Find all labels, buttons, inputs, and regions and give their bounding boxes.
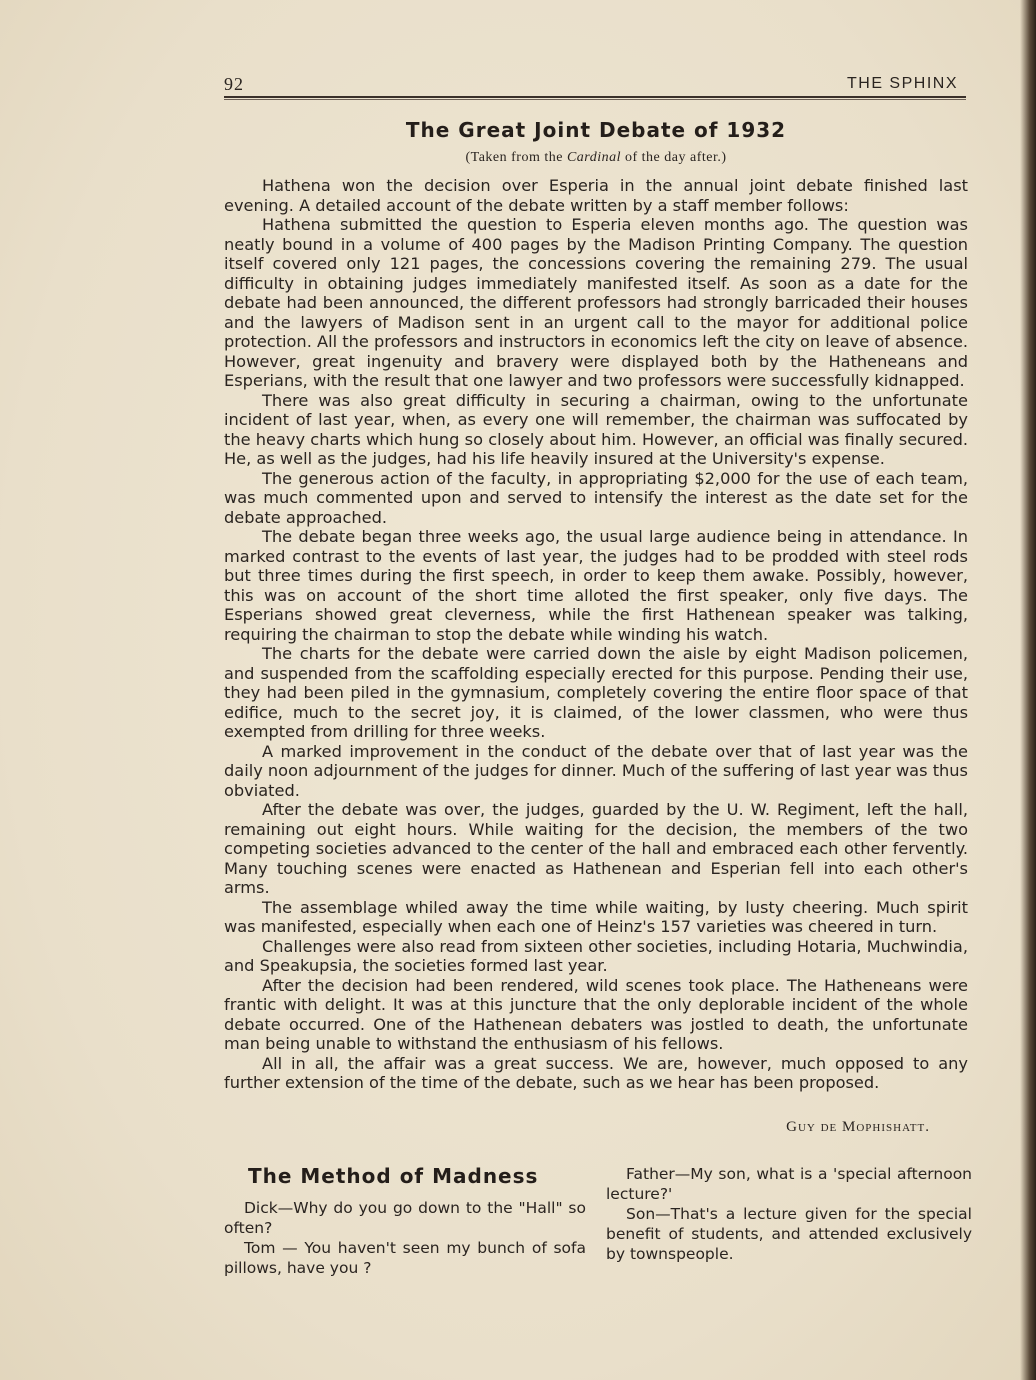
paragraph: A marked improvement in the conduct of the debate over that of last year was the daily noon adjournment of the judges for dinner. Much of the suffering of last year was thus obviated.	[224, 741, 968, 800]
jokes-right-column	[606, 1164, 972, 1264]
page-binding-edge	[1020, 0, 1036, 1380]
paragraph: Hathena submitted the question to Esperia eleven months ago. The question was neatly bound in a volume of 400 pages by the Madison Printing Company. The question itself covered only 121 pages, the concessions covering the remaining 279. The usual difficulty in obtaining judges immediately manifested itself. As soon as a date for the debate had been announced, the different professors had strongly barricaded their houses and the lawyers of Madison sent in an urgent call to the mayor for additional police protection. All the professors and instructors in economics left the city on leave of absence. However, great ingenuity and bravery were displayed both by the Hatheneans and Esperians, with the result that one lawyer and two professors were successfully kidnapped.	[224, 215, 968, 390]
article-title: The Great Joint Debate of 1932	[405, 118, 787, 142]
jokes-title: The Method of Madness	[248, 1164, 539, 1188]
paragraph: The debate began three weeks ago, the usual large audience being in attendance. In marked contrast to the events of last year, the judges had to be prodded with steel rods but three times during the first speech, in order to keep them awake. Possibly, however, this was on account of the short time alloted the first speaker, only five days. The Esperians showed great cleverness, while the first Hathenean speaker was talking, requiring the chairman to stop the debate while winding his watch.	[224, 527, 968, 644]
joke-line: Tom — You haven't seen my bunch of sofa pillows, have you ?	[224, 1239, 586, 1277]
paragraph: The charts for the debate were carried down the aisle by eight Madison policemen, and suspended from the scaffolding especially erected for this purpose. Pending their use, they had been piled in the gymnasium, completely covering the entire floor space of that edifice, much to the secret joy, it is claimed, of the lower classmen, who were thus exempted from drilling for three weeks.	[224, 644, 968, 741]
article-subtitle	[224, 150, 968, 166]
paragraph: All in all, the affair was a great success. We are, however, much opposed to any further extension of the time of the debate, such as we hear has been proposed.	[224, 1053, 968, 1092]
paragraph: There was also great difficulty in securing a chairman, owing to the unfortunate incident of last year, when, as every one will remember, the chairman was suffocated by the heavy charts which hung so closely about him. However, an official was finally secured. He, as well as the judges, had his life heavily insured at the University's expense.	[224, 390, 968, 468]
subtitle-source: Cardinal	[566, 150, 621, 165]
paragraph: After the debate was over, the judges, guarded by the U. W. Regiment, left the hall, remaining out eight hours. While waiting for the decision, the members of the two competing societies advanced to the center of the hall and embraced each other fervently. Many touching scenes were enacted as Hathenean and Esperian fell into each other's arms.	[224, 800, 968, 897]
paragraph: The assemblage whiled away the time while waiting, by lusty cheering. Much spirit was manifested, especially when each one of Heinz's 157 varieties was cheered in turn.	[224, 897, 968, 936]
joke-line: Dick—Why do you go down to the "Hall" so often?	[224, 1199, 586, 1237]
running-title: THE SPHINX	[846, 75, 958, 92]
joke-line: Father—My son, what is a 'special afternoon lecture?'	[606, 1165, 972, 1203]
header-rule	[224, 96, 966, 98]
jokes-left-column	[224, 1164, 586, 1278]
header-rule-thin	[224, 99, 966, 100]
page-header	[224, 74, 968, 96]
author-signature: Guy de Mophishatt.	[786, 1119, 930, 1135]
paragraph: Challenges were also read from sixteen other societies, including Hotaria, Muchwindia, and Speakupsia, the societies formed last year.	[224, 936, 968, 975]
paragraph: After the decision had been rendered, wild scenes took place. The Hatheneans were frantic with delight. It was at this juncture that the only deplorable incident of the whole debate occurred. One of the Hathenean debaters was jostled to death, the unfortunate man being unable to withstand the enthusiasm of his fellows.	[224, 975, 968, 1053]
joke-line: Son—That's a lecture given for the special benefit of students, and attended exclusively by townspeople.	[606, 1205, 972, 1263]
paragraph: Hathena won the decision over Esperia in the annual joint debate finished last evening. A detailed account of the debate written by a staff member follows:	[224, 176, 968, 215]
article-body	[224, 176, 968, 1093]
subtitle-prefix: (Taken from the	[465, 150, 567, 165]
subtitle-suffix: of the day after.)	[621, 150, 727, 165]
paragraph: The generous action of the faculty, in appropriating $2,000 for the use of each team, was much commented upon and served to intensify the interest as the date set for the debate approached.	[224, 468, 968, 527]
page-number: 92	[224, 74, 244, 94]
